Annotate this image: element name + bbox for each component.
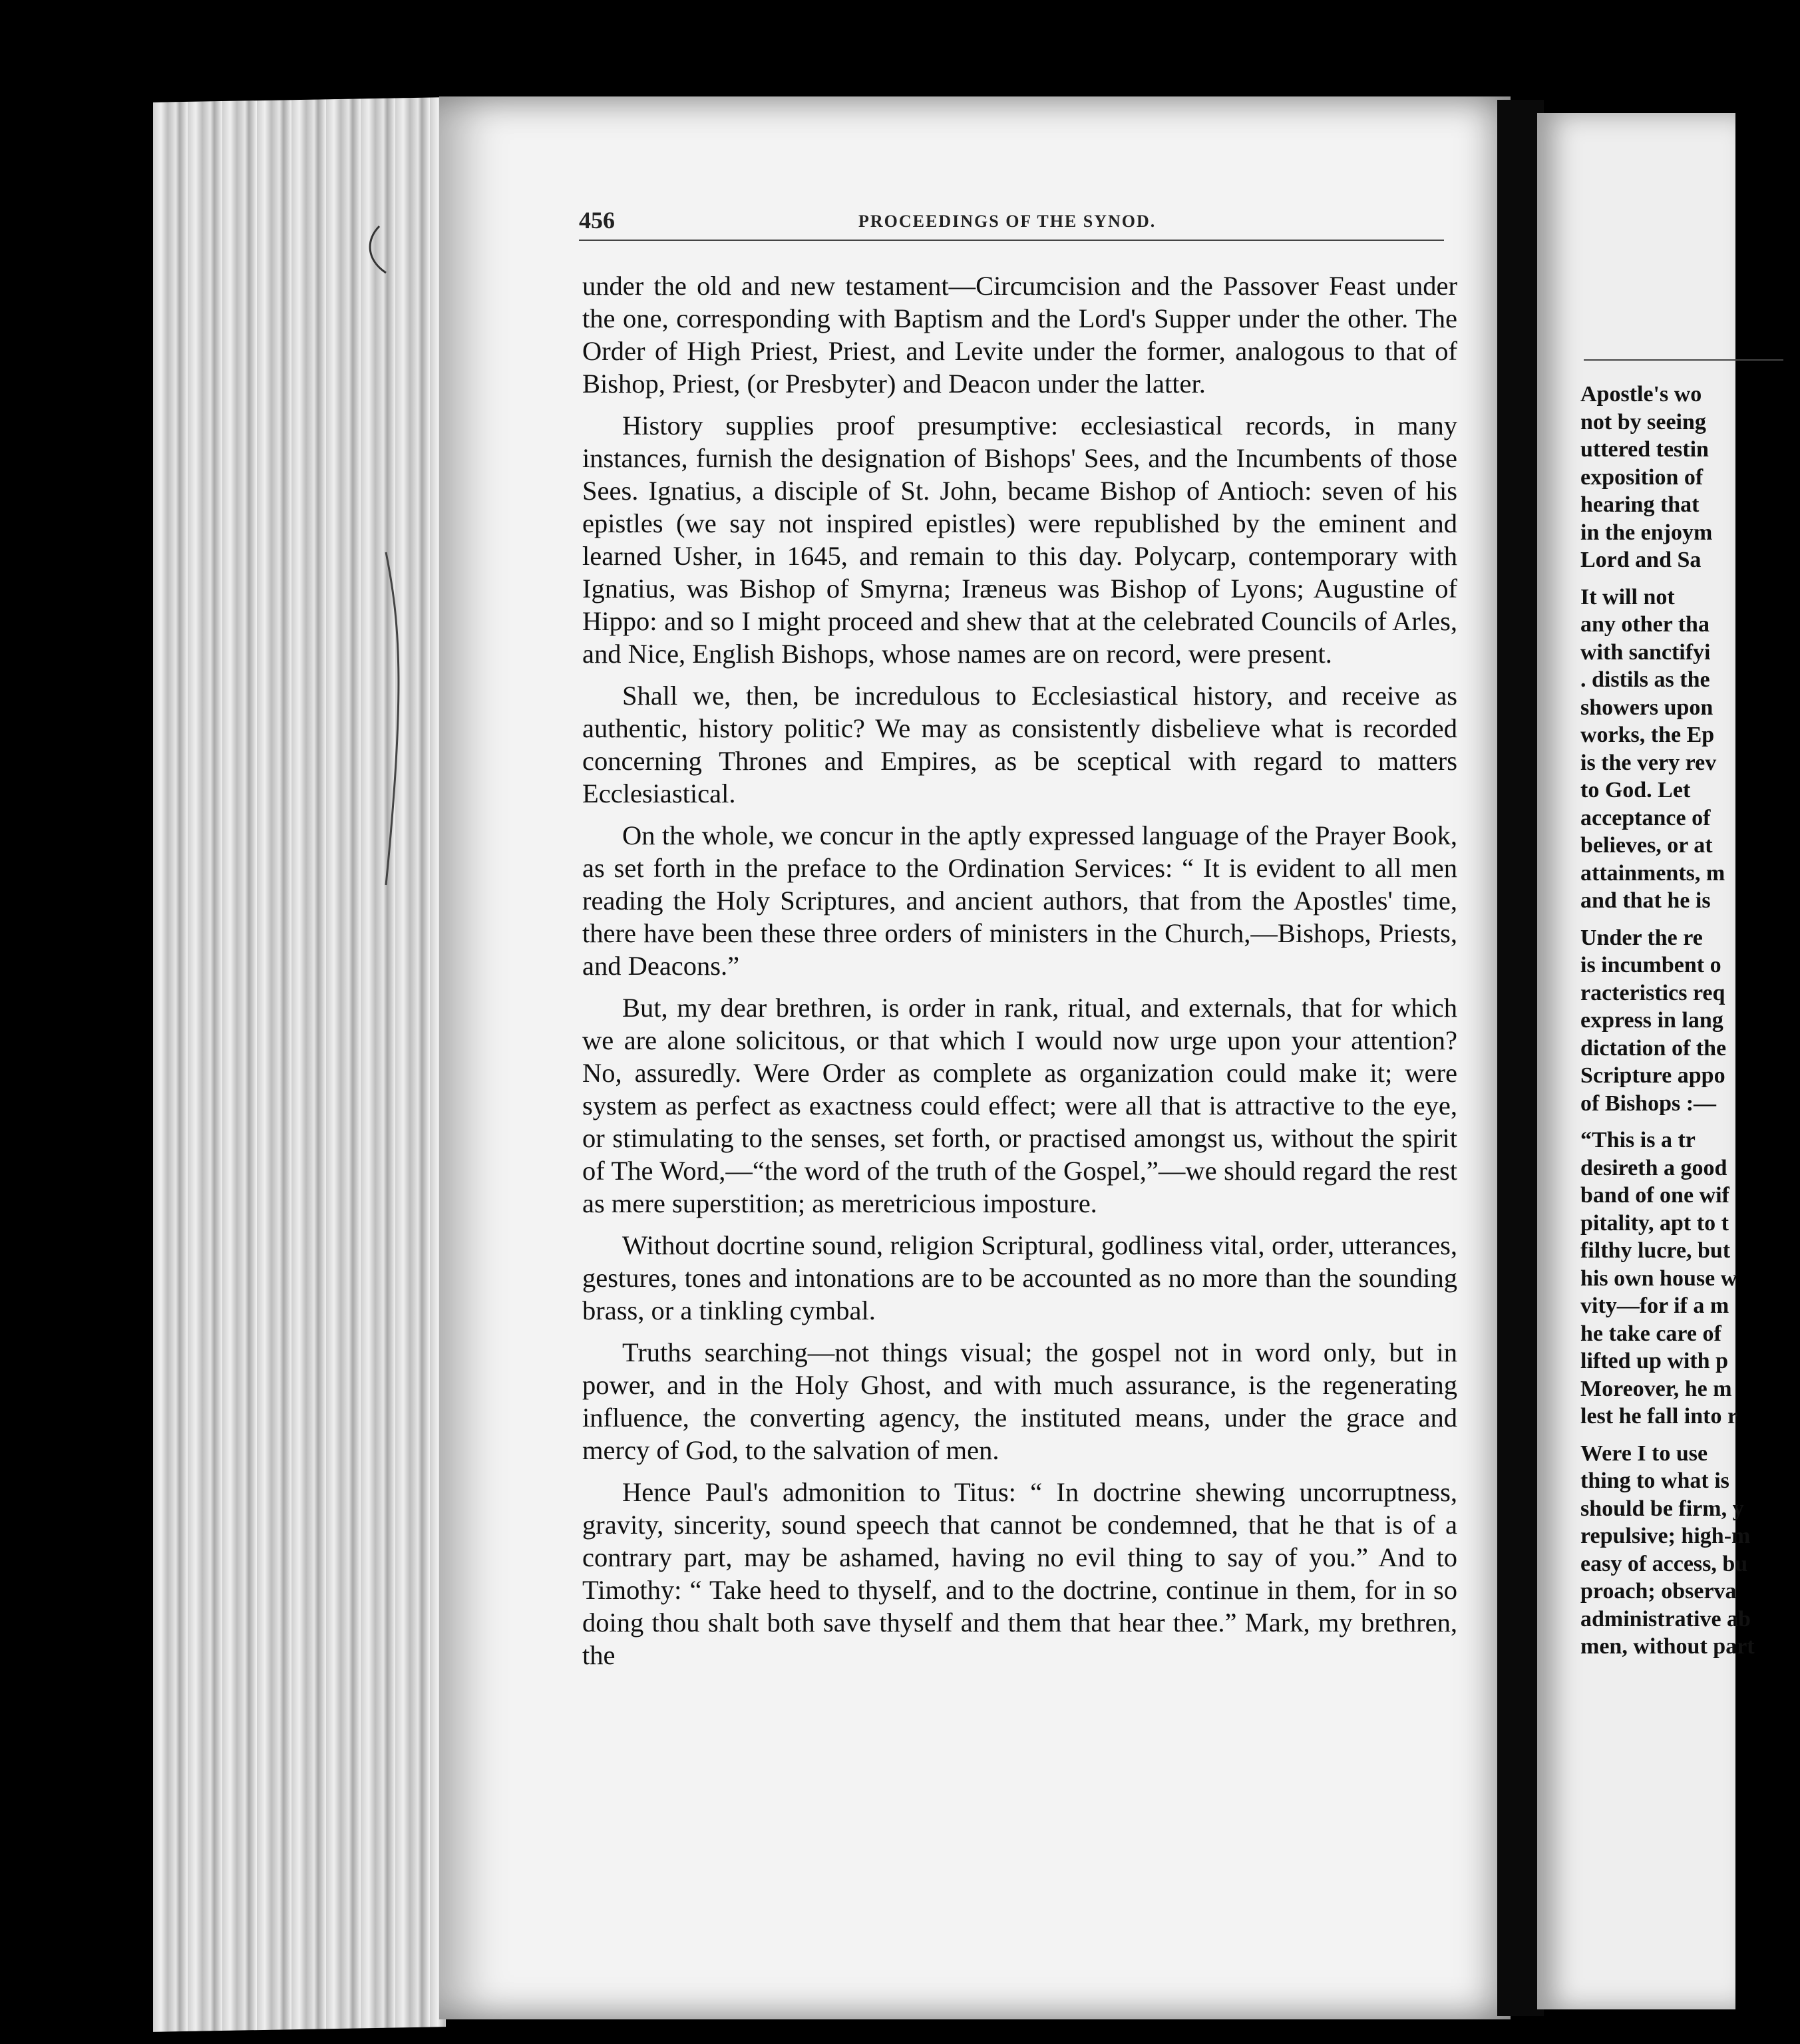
right-page-line: desireth a good [1580, 1155, 1727, 1180]
right-page-line: Scripture appo [1580, 1063, 1725, 1088]
right-page-line: “This is a tr [1580, 1128, 1696, 1152]
right-page-line: is incumbent o [1580, 953, 1721, 977]
pencil-annotation-mark [359, 220, 413, 885]
paragraph: Hence Paul's admonition to Titus: “ In doctrine shewing uncorruptness, gravity, sincerity, sound speech that cannot be condemned, that he that is of a contrary part, may be ashamed, having no evil thing to say of you.” And to Timothy: “ Take heed to thyself, and to the doctrine, continue in them, for in so doing thou shalt both save thyself and them that hear thee.” Mark, my brethren, the [582, 1477, 1457, 1670]
paragraph-gap [1580, 1117, 1800, 1126]
left-page-body [582, 269, 1457, 1681]
paragraph: Shall we, then, be incredulous to Ecclesiastical history, and receive as authentic, history politic? We may as consistently disbelieve what is recorded concerning Thrones and Empires, as be sceptical with regard to matters Ecclesiastical. [582, 681, 1457, 808]
right-page-line: filthy lucre, but [1580, 1238, 1731, 1263]
paragraph: But, my dear brethren, is order in rank, ritual, and externals, that for which we are alone solicitous, or that which I would now urge upon your attention? No, assuredly. Were Order as complete as organization could make it; were system as perfect as exactness could effect; were all that is attractive to the eye, or stimulating to the senses, set forth, or practised amongst us, without the spirit of The Word,—“the word of the truth of the Gospel,”—we should regard the rest as mere superstition; as meretricious imposture. [582, 993, 1457, 1218]
right-page-line: easy of access, bu [1580, 1551, 1748, 1576]
right-page-line: pitality, apt to t [1580, 1210, 1729, 1236]
right-page-line: proach; observa [1580, 1579, 1737, 1604]
right-page-body [1580, 381, 1800, 1661]
right-page-line: is the very rev [1580, 750, 1717, 775]
right-page-line: uttered testin [1580, 437, 1709, 462]
right-page-line: not by seeing [1580, 409, 1706, 434]
right-page-line: It will not [1580, 584, 1675, 609]
paragraph: History supplies proof presumptive: ecclesiastical records, in many instances, furnish the designation of Bishops' Sees, and the Incumbents of those Sees. Ignatius, a disciple of St. John, became Bishop of Antioch: seven of his epistles (we say not inspired epistles) were republished by the eminent and learned Usher, in 1645, and remain to this day. Polycarp, contemporary with Ignatius, was Bishop of Smyrna; Iræneus was Bishop of Lyons; Augustine of Hippo: and so I might proceed and shew that at the celebrated Councils of Arles, and Nice, English Bishops, whose names are on record, were present. [582, 411, 1457, 669]
paragraph: On the whole, we concur in the aptly expressed language of the Prayer Book, as set forth in the preface to the Ordination Services: “ It is evident to all men reading the Holy Scriptures, and ancient authors, that from the Apostles' time, there have been these three orders of ministers in the Church,—Bishops, Priests, and Deacons.” [582, 820, 1457, 981]
right-header-rule [1584, 359, 1783, 361]
right-page-line: thing to what is [1580, 1468, 1729, 1493]
paragraph: Truths searching—not things visual; the gospel not in word only, but in power, and in the Holy Ghost, and with much assurance, is the regenerating influence, the converting agency, the instituted means, under the grace and mercy of God, to the salvation of men. [582, 1337, 1457, 1465]
page-number: 456 [579, 207, 615, 234]
right-page-line: with sanctifyi [1580, 639, 1711, 665]
right-page-line: and that he is [1580, 888, 1711, 913]
right-page-line: should be firm, y [1580, 1496, 1744, 1521]
right-page-line: express in lang [1580, 1008, 1723, 1033]
right-page-line: Moreover, he m [1580, 1376, 1732, 1401]
right-page-line: vity—for if a m [1580, 1293, 1729, 1318]
paragraph-gap [1580, 1431, 1800, 1440]
right-page-line: lifted up with p [1580, 1349, 1728, 1373]
right-page-line: Apostle's wo [1580, 382, 1702, 407]
right-page-line: Were I to use [1580, 1441, 1708, 1466]
paragraph: Without docrtine sound, religion Scriptural, godliness vital, order, utterances, gestures, tones and intonations are to be accounted as no more than the sounding brass, or a tinkling cymbal. [582, 1230, 1457, 1325]
right-page-line: lest he fall into r [1580, 1404, 1738, 1429]
right-page-line: dictation of the [1580, 1035, 1727, 1061]
right-page-line: he take care of [1580, 1321, 1721, 1346]
right-page-line: in the enjoym [1580, 520, 1713, 545]
right-page-line: band of one wif [1580, 1183, 1729, 1208]
right-page-line: his own house w [1580, 1266, 1737, 1291]
right-page-line: . distils as the [1580, 667, 1710, 692]
page-header [579, 206, 1464, 240]
header-rule [579, 240, 1444, 241]
right-page-line: attainments, m [1580, 860, 1725, 886]
right-page-line: repulsive; high-m [1580, 1524, 1751, 1548]
running-head: PROCEEDINGS OF THE SYNOD. [858, 212, 1157, 231]
right-page-line: believes, or at [1580, 833, 1713, 858]
right-page-line: men, without part [1580, 1634, 1755, 1659]
right-page-line: any other tha [1580, 612, 1710, 637]
right-page-line: administrative ab [1580, 1606, 1751, 1631]
right-page-line: hearing that [1580, 492, 1700, 517]
right-page-line: acceptance of [1580, 805, 1711, 830]
right-page-line: Lord and Sa [1580, 548, 1702, 572]
paragraph-gap [1580, 574, 1800, 584]
right-page [1537, 113, 1755, 2009]
paragraph-gap [1580, 915, 1800, 924]
paragraph: under the old and new testament—Circumcision and the Passover Feast under the one, corresponding with Baptism and the Lord's Supper under the other. The Order of High Priest, Priest, and Levite under the former, analogous to that of Bishop, Priest, (or Presbyter) and Deacon under the latter. [582, 271, 1457, 399]
right-page-line: to God. Let [1580, 778, 1691, 802]
right-page-line: exposition of [1580, 464, 1704, 490]
right-page-line: of Bishops :— [1580, 1091, 1717, 1116]
right-page-line: racteristics req [1580, 980, 1725, 1005]
right-page-line: works, the Ep [1580, 723, 1715, 747]
right-page-line: showers upon [1580, 695, 1713, 720]
right-page-line: Under the re [1580, 925, 1703, 950]
